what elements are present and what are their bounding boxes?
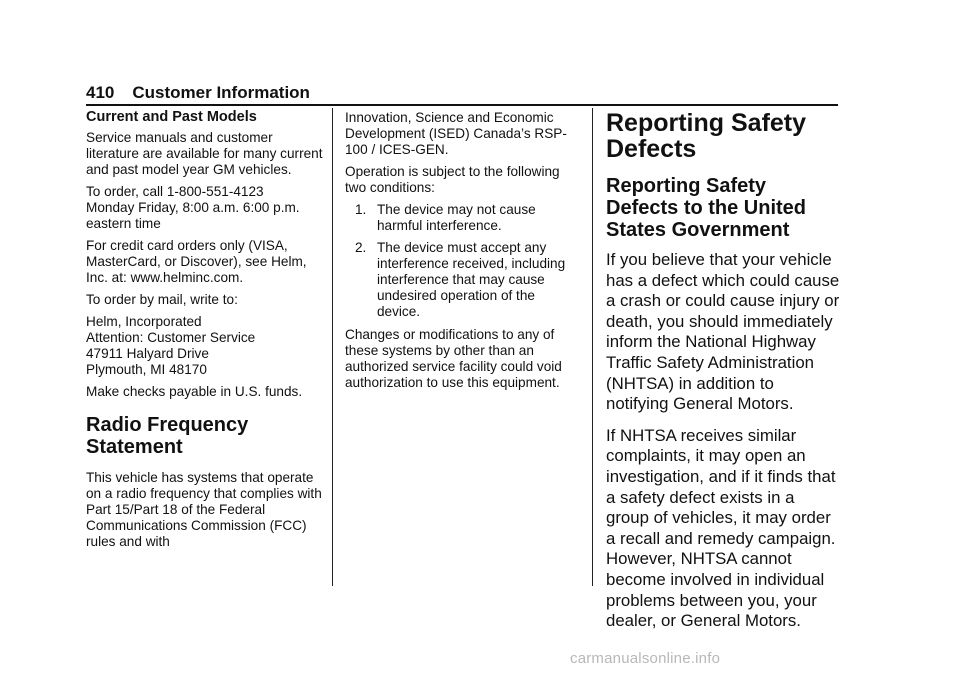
- heading-reporting-us-government: Reporting Safety Defects to the United States Government: [606, 175, 807, 241]
- paragraph-checks: Make checks payable in U.S. funds.: [86, 384, 303, 399]
- paragraph-believe-defect: If you believe that your vehicle has a defect which could cause a crash or could cause injury or death, you should immediately inform the National Highway Traffic Safety Administration (NHTSA) in addition to notifying General Motors.: [606, 250, 840, 414]
- paragraph-nhtsa-complaints: If NHTSA receives similar complaints, it may open an investigation, and if it finds that a safety defect exists in a group of vehicles, it may order a recall and remedy campaign. However, NHTSA cannot become involved in individual problems between you, your dealer, or General Motors.: [606, 425, 836, 631]
- heading-reporting-safety-defects: Reporting Safety Defects: [606, 109, 807, 163]
- paragraph-ised: Innovation, Science and Economic Development (ISED) Canada’s RSP-100 / ICES-GEN.: [345, 110, 567, 157]
- paragraph-conditions: Operation is subject to the following two conditions:: [345, 164, 560, 195]
- column-middle: [345, 110, 577, 397]
- mailing-address: [86, 314, 328, 378]
- paragraph-radio-systems: This vehicle has systems that operate on a radio frequency that complies with Part 15/Part 18 of the Federal Communications Commission (FCC) rules and with: [86, 470, 322, 549]
- conditions-list: [345, 202, 577, 320]
- address-line: Attention: Customer Service: [86, 330, 256, 345]
- list-text: The device may not cause harmful interference.: [377, 202, 536, 233]
- address-line: Plymouth, MI 48170: [86, 362, 207, 377]
- list-number: 1.: [355, 202, 367, 217]
- header-rule: [86, 104, 838, 106]
- heading-radio-frequency: Radio Frequency Statement: [86, 414, 249, 458]
- paragraph-order-phone: [86, 184, 328, 232]
- heading-current-past-models: Current and Past Models: [86, 109, 257, 125]
- list-item: [345, 202, 577, 234]
- paragraph-credit-card: For credit card orders only (VISA, MasterCard, or Discover), see Helm, Inc. at: www.helminc.com.: [86, 238, 307, 285]
- paragraph-service-manuals: Service manuals and customer literature are available for many current and past model year GM vehicles.: [86, 130, 323, 177]
- watermark: carmanualsonline.info: [570, 650, 721, 667]
- paragraph-modifications: Changes or modifications to any of these systems by other than an authorized service facility could void authorization to use this equipment.: [345, 327, 562, 390]
- address-line: Helm, Incorporated: [86, 314, 202, 329]
- list-number: 2.: [355, 240, 367, 255]
- address-line: 47911 Halyard Drive: [86, 346, 209, 361]
- order-hours-line: Monday Friday, 8:00 a.m. 6:00 p.m.: [86, 200, 300, 215]
- column-divider: [592, 108, 593, 586]
- page-number: 410: [86, 83, 115, 102]
- list-item: [345, 240, 577, 320]
- order-timezone-line: eastern time: [86, 216, 161, 231]
- list-text: The device must accept any interference received, including interference that may cause undesired operation of the device.: [377, 240, 566, 319]
- order-phone-line: To order, call 1-800-551-4123: [86, 184, 264, 199]
- column-right: [606, 110, 840, 643]
- paragraph-order-mail: To order by mail, write to:: [86, 292, 238, 307]
- column-left: [86, 108, 328, 556]
- column-divider: [332, 108, 333, 586]
- page-header: [86, 82, 838, 104]
- section-title: Customer Information: [132, 83, 310, 102]
